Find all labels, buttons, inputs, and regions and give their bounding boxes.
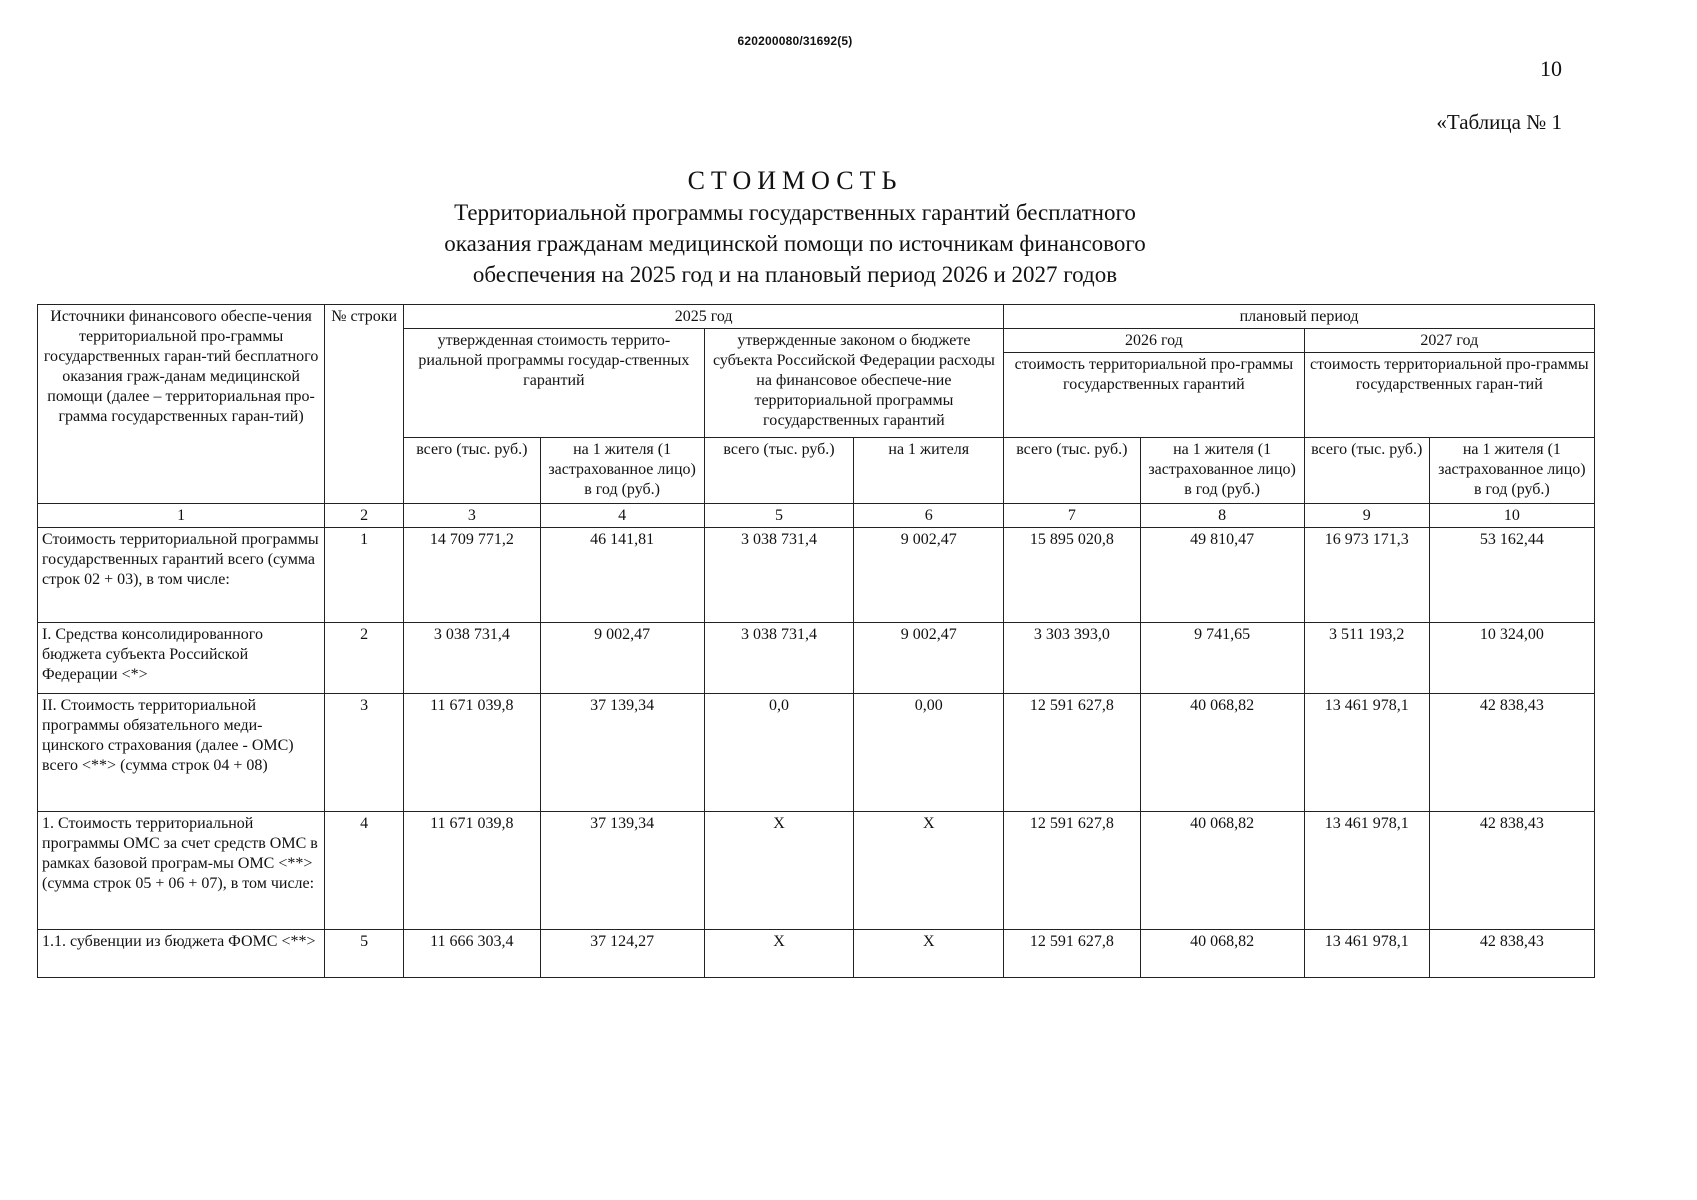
header-cost-2026: стоимость территориальной про-граммы государственных гарантий: [1004, 353, 1305, 438]
header-approved-cost: утвержденная стоимость террито-риальной программы государ-ственных гарантий: [404, 329, 705, 438]
column-number: 8: [1140, 504, 1304, 528]
value-cell: 42 838,43: [1429, 694, 1594, 812]
row-number: 1: [325, 528, 404, 623]
header-total-2027: всего (тыс. руб.): [1304, 438, 1429, 504]
column-number: 3: [404, 504, 540, 528]
header-total-law: всего (тыс. руб.): [704, 438, 854, 504]
header-year-2027: 2027 год: [1304, 329, 1594, 353]
table-row: [38, 930, 1595, 978]
value-cell: 0,0: [704, 694, 854, 812]
value-cell: 13 461 978,1: [1304, 694, 1429, 812]
title-line-3: обеспечения на 2025 год и на плановый период 2026 и 2027 годов: [472, 262, 1118, 287]
value-cell: X: [854, 930, 1004, 978]
value-cell: 3 511 193,2: [1304, 623, 1429, 694]
value-cell: 11 666 303,4: [404, 930, 540, 978]
cost-table: [37, 304, 1595, 978]
value-cell: 9 002,47: [854, 623, 1004, 694]
value-cell: 12 591 627,8: [1004, 812, 1140, 930]
value-cell: 11 671 039,8: [404, 812, 540, 930]
column-number: 1: [38, 504, 325, 528]
value-cell: 12 591 627,8: [1004, 930, 1140, 978]
header-cost-2027: стоимость территориальной про-граммы государственных гаран-тий: [1304, 353, 1594, 438]
value-cell: 53 162,44: [1429, 528, 1594, 623]
title-main: СТОИМОСТЬ: [687, 166, 903, 195]
column-number: 9: [1304, 504, 1429, 528]
column-numbers-row: [38, 504, 1595, 528]
value-cell: 0,00: [854, 694, 1004, 812]
header-per-resident-law: на 1 жителя: [854, 438, 1004, 504]
title-line-2: оказания гражданам медицинской помощи по источникам финансового: [444, 231, 1146, 256]
header-row-number: № строки: [325, 305, 404, 504]
value-cell: X: [854, 812, 1004, 930]
title-line-1: Территориальной программы государственных гарантий бесплатного: [454, 200, 1136, 225]
value-cell: 9 002,47: [854, 528, 1004, 623]
value-cell: 3 038 731,4: [704, 528, 854, 623]
value-cell: 37 139,34: [540, 694, 704, 812]
column-number: 5: [704, 504, 854, 528]
table-row: [38, 528, 1595, 623]
table-header: [38, 305, 1595, 528]
value-cell: 9 002,47: [540, 623, 704, 694]
value-cell: 49 810,47: [1140, 528, 1304, 623]
table-body: [38, 528, 1595, 978]
header-year-2026: 2026 год: [1004, 329, 1305, 353]
value-cell: 14 709 771,2: [404, 528, 540, 623]
value-cell: 9 741,65: [1140, 623, 1304, 694]
header-sources: Источники финансового обеспе-чения территориальной про-граммы государственных гаран-тий бесплатного оказания граж-данам медицинской помощи (далее – территориальная про-грамма государственных гаран-тий): [38, 305, 325, 504]
row-number: 5: [325, 930, 404, 978]
value-cell: 13 461 978,1: [1304, 930, 1429, 978]
value-cell: 40 068,82: [1140, 694, 1304, 812]
row-name: Стоимость территориальной программы государственных гарантий всего (сумма строк 02 + 03), в том числе:: [38, 528, 325, 623]
row-number: 4: [325, 812, 404, 930]
table-label: «Таблица № 1: [1436, 110, 1562, 134]
value-cell: 3 038 731,4: [704, 623, 854, 694]
column-number: 10: [1429, 504, 1594, 528]
header-per-insured-2027: на 1 жителя (1 застрахованное лицо) в год (руб.): [1429, 438, 1594, 504]
value-cell: 13 461 978,1: [1304, 812, 1429, 930]
table-row: [38, 623, 1595, 694]
column-number: 6: [854, 504, 1004, 528]
value-cell: 40 068,82: [1140, 812, 1304, 930]
column-number: 2: [325, 504, 404, 528]
value-cell: 42 838,43: [1429, 930, 1594, 978]
value-cell: 46 141,81: [540, 528, 704, 623]
row-name: 1. Стоимость территориальной программы ОМС за счет средств ОМС в рамках базовой програм-мы ОМС <**> (сумма строк 05 + 06 + 07), в том числе:: [38, 812, 325, 930]
value-cell: X: [704, 812, 854, 930]
header-per-insured-2026: на 1 жителя (1 застрахованное лицо) в год (руб.): [1140, 438, 1304, 504]
header-planned-period: плановый период: [1004, 305, 1595, 329]
row-name: I. Средства консолидированного бюджета субъекта Российской Федерации <*>: [38, 623, 325, 694]
value-cell: X: [704, 930, 854, 978]
table-row: [38, 694, 1595, 812]
value-cell: 3 038 731,4: [404, 623, 540, 694]
document-title: [0, 166, 1590, 290]
value-cell: 37 139,34: [540, 812, 704, 930]
value-cell: 3 303 393,0: [1004, 623, 1140, 694]
table-row: [38, 812, 1595, 930]
value-cell: 16 973 171,3: [1304, 528, 1429, 623]
row-name: 1.1. субвенции из бюджета ФОМС <**>: [38, 930, 325, 978]
page-number: 10: [1540, 56, 1562, 81]
document-code: 620200080/31692(5): [737, 34, 853, 48]
value-cell: 15 895 020,8: [1004, 528, 1140, 623]
column-number: 4: [540, 504, 704, 528]
header-per-insured-2025: на 1 жителя (1 застрахованное лицо) в год (руб.): [540, 438, 704, 504]
value-cell: 42 838,43: [1429, 812, 1594, 930]
header-year-2025: 2025 год: [404, 305, 1004, 329]
value-cell: 11 671 039,8: [404, 694, 540, 812]
column-number: 7: [1004, 504, 1140, 528]
header-total-2026: всего (тыс. руб.): [1004, 438, 1140, 504]
value-cell: 12 591 627,8: [1004, 694, 1140, 812]
value-cell: 37 124,27: [540, 930, 704, 978]
row-number: 2: [325, 623, 404, 694]
value-cell: 10 324,00: [1429, 623, 1594, 694]
header-approved-by-law: утвержденные законом о бюджете субъекта Российской Федерации расходы на финансовое обеспече-ние территориальной программы государственных гарантий: [704, 329, 1004, 438]
row-name: II. Стоимость территориальной программы обязательного меди-цинского страхования (далее - ОМС) всего <**> (сумма строк 04 + 08): [38, 694, 325, 812]
value-cell: 40 068,82: [1140, 930, 1304, 978]
row-number: 3: [325, 694, 404, 812]
header-total-2025: всего (тыс. руб.): [404, 438, 540, 504]
